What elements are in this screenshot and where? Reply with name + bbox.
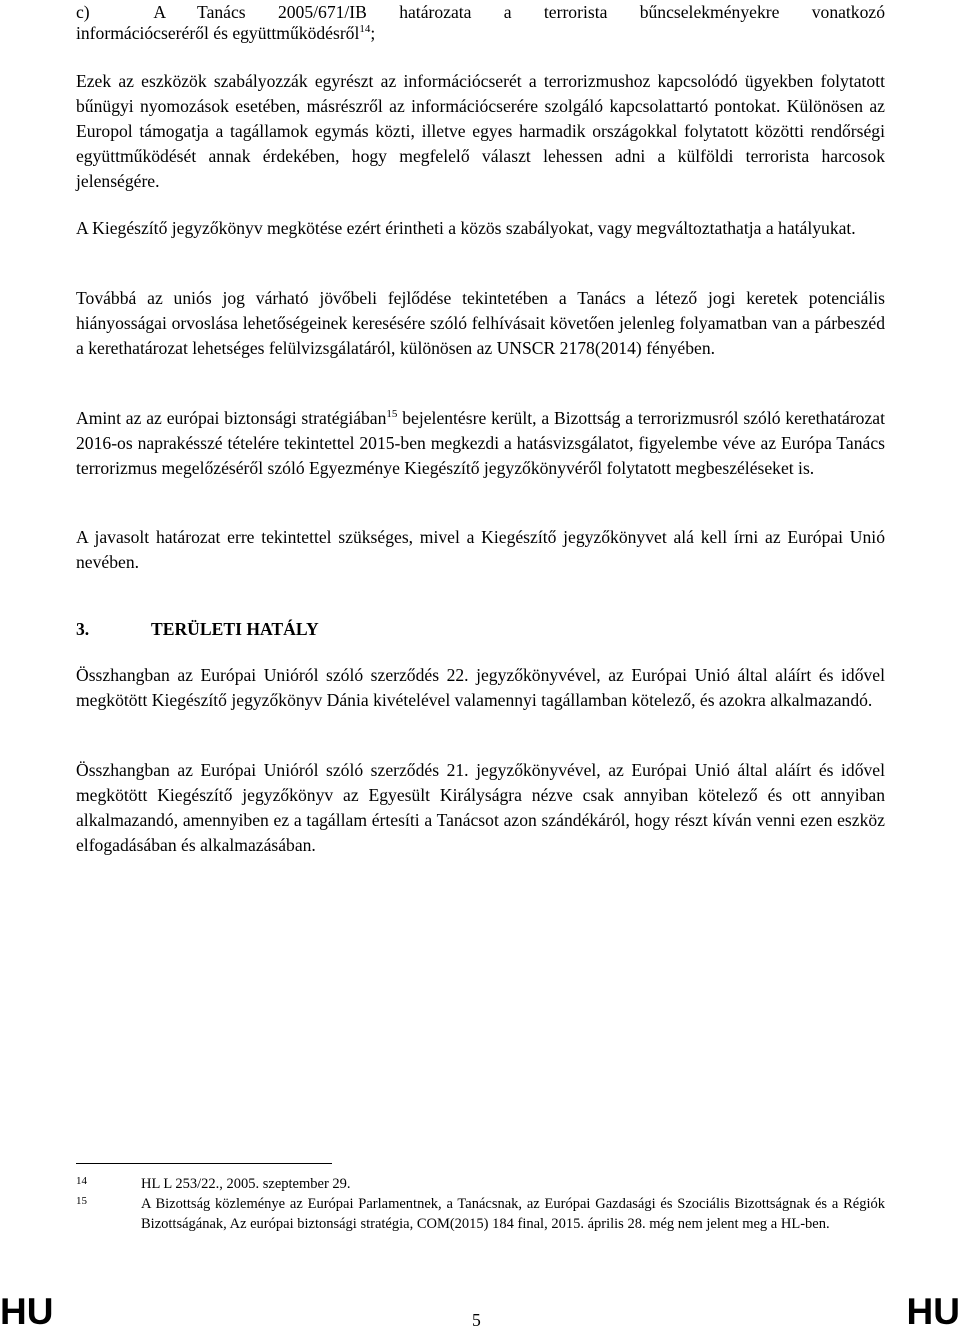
footer-language-right: HU bbox=[906, 1291, 960, 1332]
footnote-text: HL L 253/22., 2005. szeptember 29. bbox=[141, 1176, 351, 1192]
footnote-text: A Bizottság közleménye az Európai Parlamentnek, a Tanácsnak, az Európai Gazdasági és Szociális Bizottságnak és a Régiók Bizottságának, Az európai biztonsági stratégia, COM(2015) 184 final, 2015. április 28. még nem jelent meg a HL-ben. bbox=[141, 1196, 885, 1232]
list-item-text: A Tanács 2005/671/IB határozata a terrorista bűncselekményekre vonatkozó bbox=[153, 2, 886, 22]
section-title: TERÜLETI HATÁLY bbox=[151, 619, 319, 639]
footnote-separator bbox=[76, 1163, 332, 1164]
list-item-label: c) bbox=[76, 2, 90, 22]
footnote-mark: 14 bbox=[76, 1175, 87, 1187]
list-item-text-cont: információcseréről és együttműködésről bbox=[76, 23, 360, 43]
section-number: 3. bbox=[76, 619, 90, 639]
paragraph-jegyzokonyv-21: Összhangban az Európai Unióról szóló szerződés 21. jegyzőkönyvével, az Európai Unió által aláírt és idővel megkötött Kiegészítő jegyzőkönyv az Egyesült Királyságra nézve csak annyiban kötelező és ott annyiban alkalmazandó, amennyiben ez a tagállam értesíti a Tanácsot azon szándékáról, hogy részt kíván venni ezen eszköz elfogadásában és alkalmazásában. bbox=[76, 760, 885, 855]
paragraph-tovabba: Továbbá az uniós jog várható jövőbeli fejlődése tekintetében a Tanács a létező jogi keretek potenciális hiányosságai orvoslása lehetőségeinek keresésére szóló felhívásait követően jelenleg folyamatban van a párbeszéd a kerethatározat lehetséges felülvizsgálatáról, különösen az UNSCR 2178(2014) fényében. bbox=[76, 288, 885, 358]
footnote-ref-14[interactable]: 14 bbox=[359, 23, 371, 36]
page-number: 5 bbox=[472, 1310, 481, 1330]
footer-language-left: HU bbox=[0, 1291, 54, 1332]
list-item-c-line2 bbox=[76, 21, 885, 46]
section-heading bbox=[76, 617, 319, 642]
paragraph-amint-rest: bejelentésre került, a Bizottság a terrorizmusról szóló kerethatározat 2016-os naprakésszé tételére tekintettel 2015-ben megkezdi a hatásvizsgálatot, figyelembe véve az Európa Tanács terrorizmus megelőzéséről szóló Egyezménye Kiegészítő jegyzőkönyvéről folytatott megbeszéléseket is. bbox=[76, 408, 885, 478]
paragraph-amint bbox=[76, 406, 885, 481]
footnote-mark: 15 bbox=[76, 1195, 87, 1207]
paragraph-jegyzokonyv-22: Összhangban az Európai Unióról szóló szerződés 22. jegyzőkönyvével, az Európai Unió által aláírt és idővel megkötött Kiegészítő jegyzőkönyv Dánia kivételével valamennyi tagállamban kötelező, és azokra alkalmazandó. bbox=[76, 665, 885, 710]
paragraph-eszkozok: Ezek az eszközök szabályozzák egyrészt az információcserét a terrorizmushoz kapcsolódó ügyekben folytatott bűnügyi nyomozások esetében, másrészről az információcserére szolgáló kapcsolattartó pontokat. Különösen az Europol támogatja a tagállamok egymás közti, illetve egyes harmadik országokkal folytatott közötti rendőrségi együttműködését annak érdekében, hogy megfelelő választ lehessen adni a külföldi terrorista harcosok jelenségére. bbox=[76, 71, 885, 191]
list-item-end: ; bbox=[370, 23, 376, 43]
footnote-14 bbox=[76, 1174, 885, 1194]
footnote-15 bbox=[76, 1194, 885, 1234]
footnote-ref-15[interactable]: 15 bbox=[386, 408, 398, 421]
paragraph-amint-start: Amint az az európai biztonsági stratégiában bbox=[76, 408, 387, 428]
paragraph-kiegeszito: A Kiegészítő jegyzőkönyv megkötése ezért érintheti a közös szabályokat, vagy megváltoztathatja a hatályukat. bbox=[76, 218, 856, 238]
paragraph-javasolt: A javasolt határozat erre tekintettel szükséges, mivel a Kiegészítő jegyzőkönyvet alá kell írni az Európai Unió nevében. bbox=[76, 527, 885, 572]
